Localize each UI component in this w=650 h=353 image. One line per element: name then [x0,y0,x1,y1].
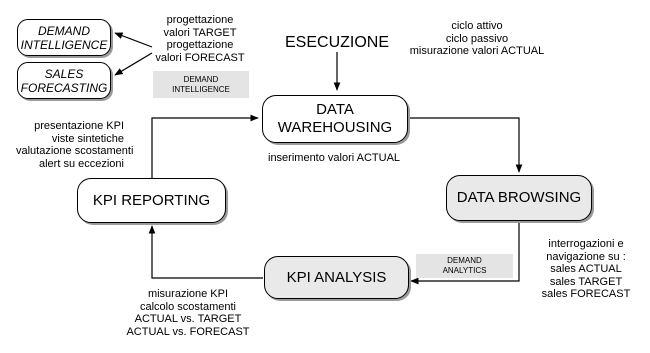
progettazione-line-2: valori TARGET [163,26,237,39]
kpi-analysis-node [264,256,409,299]
misurazione-line-3: ACTUAL vs. TARGET [134,313,242,325]
progettazione-line-4: valori FORECAST [155,51,245,64]
presentazione-line-3: valutazione scostamenti [16,145,134,157]
arrow-to-sales-forecasting [115,53,152,75]
ciclo-note [397,20,557,58]
data-browsing-node [446,175,592,221]
presentazione-line-4: alert su eccezioni [39,157,124,170]
demand-intelligence-tag [153,71,249,98]
ciclo-line-2: ciclo passivo [445,32,509,45]
kpi-analysis-label: KPI ANALYSIS [286,268,387,286]
demand-intelligence-line-2: INTELLIGENCE [20,37,108,52]
esecuzione-label: ESECUZIONE [285,34,390,51]
kpi-reporting-node [77,178,226,223]
presentazione-line-1: presentazione KPI [34,120,124,132]
interrogazioni-line-5: sales FORECAST [541,288,631,300]
sales-forecasting-line-2: FORECASTING [20,80,108,95]
progettazione-line-3: progettazione [166,39,234,51]
demand-intelligence-line-1: DEMAND [37,23,90,38]
progettazione-line-1: progettazione [166,14,234,26]
da-tag-line-1: DEMAND [447,256,482,265]
interrogazioni-line-4: sales TARGET [549,275,623,288]
demand-analytics-tag [416,254,513,278]
data-browsing-label: DATA BROWSING [456,189,582,206]
demand-intelligence-node [17,19,111,56]
interrogazioni-line-3: sales ACTUAL [550,263,622,275]
ciclo-line-3: misurazione valori ACTUAL [409,45,545,57]
arrow-warehouse-to-browsing [410,118,519,172]
arrow-analysis-to-reporting [152,226,263,278]
da-tag-line-2: ANALYTICS [442,266,487,275]
data-warehousing-node [262,95,408,143]
misurazione-line-1: misurazione KPI [147,288,229,300]
arrow-to-demand-intelligence [115,33,152,47]
di-tag-line-1: DEMAND [183,74,219,84]
di-tag-line-2: INTELLIGENCE [172,84,230,94]
inserimento-note: inserimento valori ACTUAL [268,152,401,164]
arrow-reporting-to-warehouse [152,118,258,178]
data-warehousing-line-2: WAREHOUSING [277,119,393,136]
progettazione-note [150,14,250,64]
ciclo-line-1: ciclo attivo [451,20,503,32]
presentazione-line-2: viste sintetiche [51,132,124,145]
misurazione-line-4: ACTUAL vs. FORECAST [126,325,250,338]
kpi-reporting-label: KPI REPORTING [92,191,211,209]
misurazione-note [118,288,258,338]
interrogazioni-note [527,238,645,301]
presentazione-note [16,120,134,170]
interrogazioni-line-1: interrogazioni e [548,238,624,250]
misurazione-line-2: calcolo scostamenti [140,300,236,313]
sales-forecasting-node [17,62,111,99]
sales-forecasting-line-1: SALES [44,66,84,81]
interrogazioni-line-2: navigazione su : [546,250,626,263]
data-warehousing-line-1: DATA [316,101,354,118]
